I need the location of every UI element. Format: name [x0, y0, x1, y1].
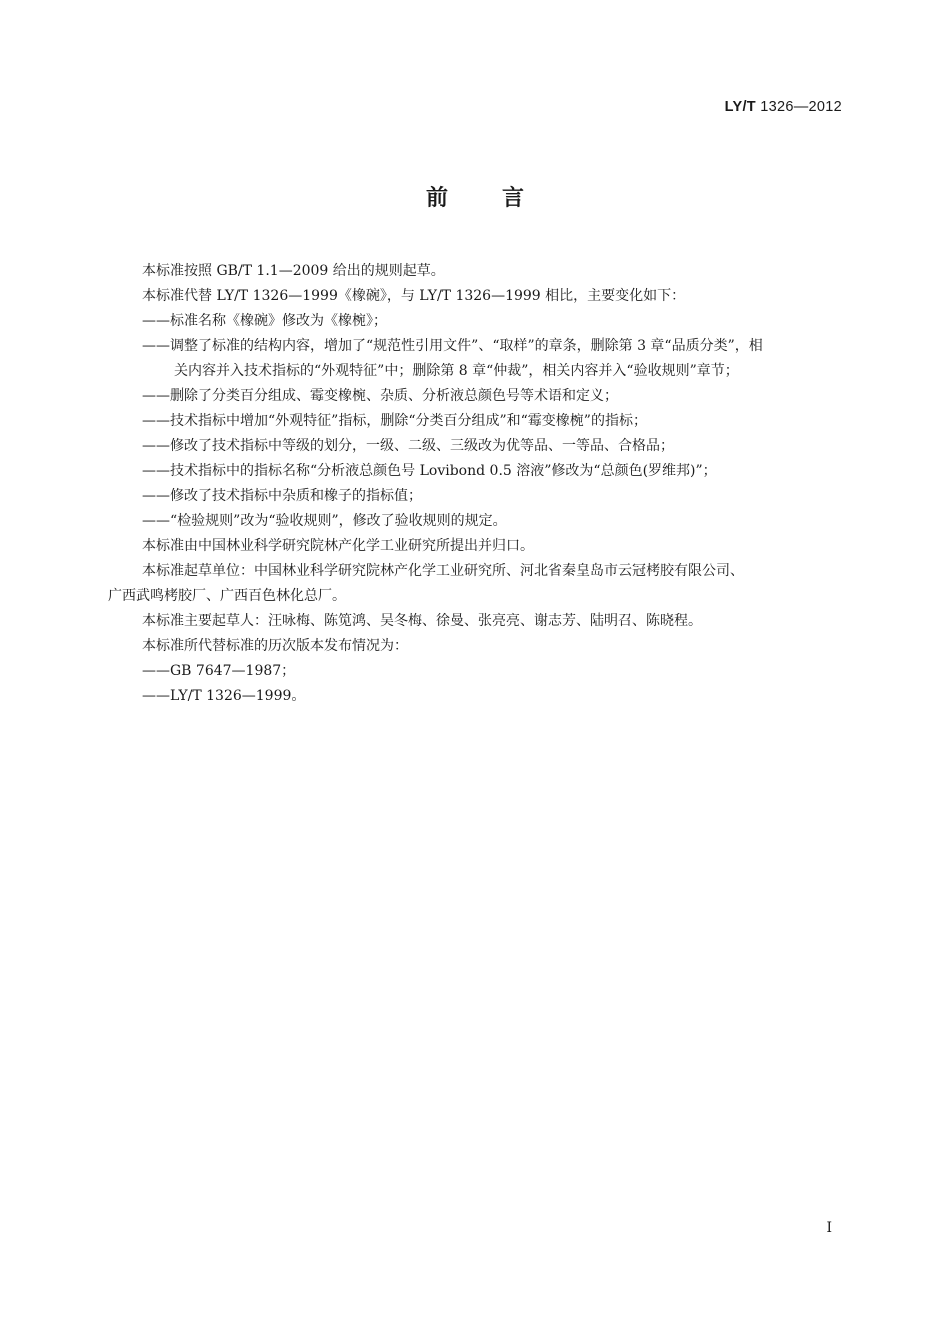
paragraph-line: ——技术指标中的指标名称“分析液总颜色号 Lovibond 0.5 溶液”修改为“总颜色(罗维邦)”；: [142, 463, 717, 479]
paragraph-line: ——修改了技术指标中杂质和橡子的指标值；: [142, 488, 422, 504]
standard-code-number: 1326—2012: [760, 99, 842, 115]
page-title: 前言: [425, 186, 578, 211]
paragraph-line: ——调整了标准的结构内容，增加了“规范性引用文件”、“取样”的章条，删除第 3 章“品质分类”，相: [142, 338, 763, 354]
paragraph-line: ——GB 7647—1987；: [142, 663, 296, 679]
paragraph-line: 本标准起草单位：中国林业科学研究院林产化学工业研究所、河北省秦皇岛市云冠栲胶有限公司、: [142, 563, 744, 579]
paragraph-line: 本标准由中国林业科学研究院林产化学工业研究所提出并归口。: [142, 538, 534, 554]
paragraph-line: ——“检验规则”改为“验收规则”，修改了验收规则的规定。: [142, 513, 507, 529]
standard-code-prefix: LY/T: [724, 99, 756, 115]
paragraph-line: ——删除了分类百分组成、霉变橡椀、杂质、分析液总颜色号等术语和定义；: [142, 388, 618, 404]
standard-code: [725, 99, 842, 115]
paragraph-line: 本标准所代替标准的历次版本发布情况为：: [142, 638, 408, 654]
paragraph-line: ——LY/T 1326—1999。: [142, 688, 306, 704]
paragraph-line: 广西武鸣栲胶厂、广西百色林化总厂。: [108, 588, 346, 604]
paragraph-line: ——技术指标中增加“外观特征”指标，删除“分类百分组成”和“霉变橡椀”的指标；: [142, 413, 647, 429]
page-number: I: [826, 1220, 832, 1236]
paragraph-line: 本标准按照 GB/T 1.1—2009 给出的规则起草。: [142, 263, 445, 279]
document-body: [108, 259, 844, 709]
paragraph-line: ——标准名称《橡碗》修改为《橡椀》；: [142, 313, 387, 329]
paragraph-line: 关内容并入技术指标的“外观特征”中；删除第 8 章“仲裁”，相关内容并入“验收规则”章节；: [174, 363, 739, 379]
paragraph-line: ——修改了技术指标中等级的划分，一级、二级、三级改为优等品、一等品、合格品；: [142, 438, 674, 454]
paragraph-line: 本标准代替 LY/T 1326—1999《橡碗》，与 LY/T 1326—1999 相比，主要变化如下：: [142, 288, 686, 304]
paragraph-line: 本标准主要起草人：汪咏梅、陈笕鸿、吴冬梅、徐曼、张亮亮、谢志芳、陆明召、陈晓程。: [142, 613, 702, 629]
